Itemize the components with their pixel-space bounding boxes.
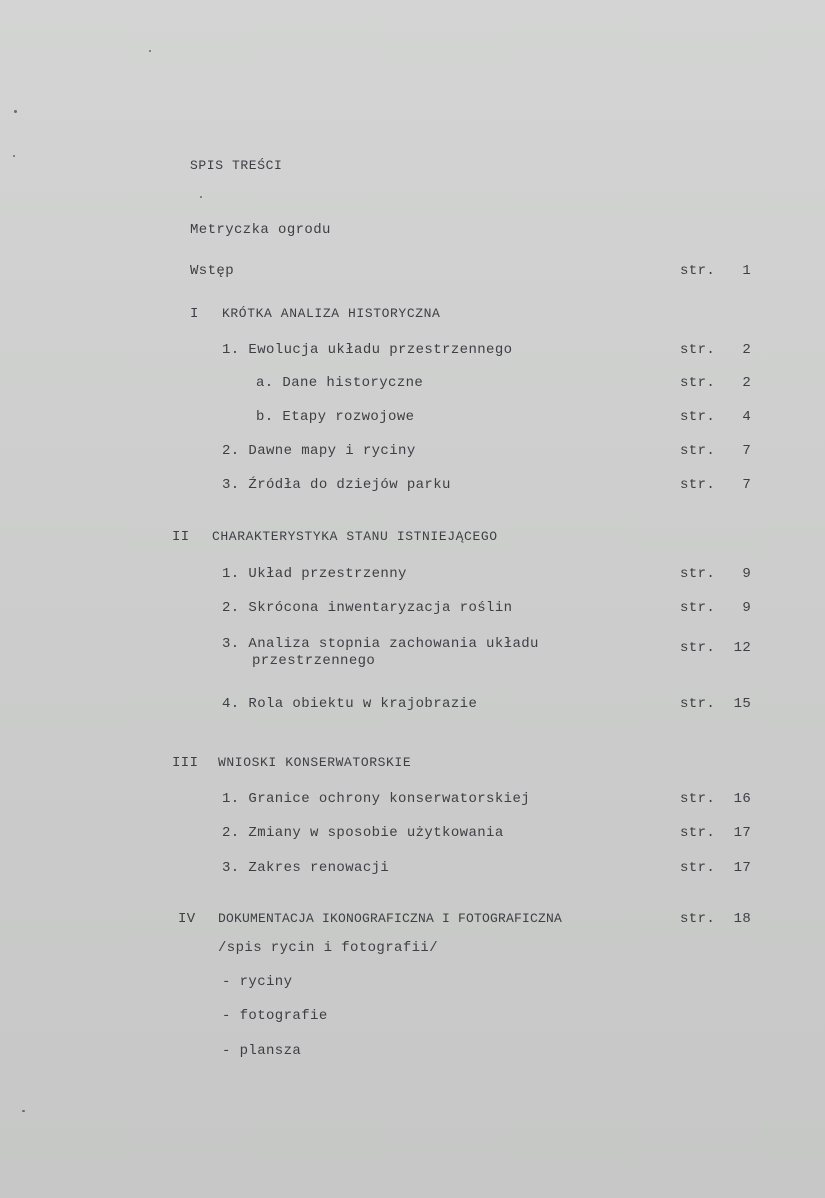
toc-entry-label: a. Dane historyczne xyxy=(256,375,424,391)
scan-speck xyxy=(200,196,202,198)
section-title: KRÓTKA ANALIZA HISTORYCZNA xyxy=(222,306,441,321)
toc-entry-label: 4. Rola obiektu w krajobrazie xyxy=(222,696,478,712)
scan-speck xyxy=(14,110,17,113)
section-numeral: IV xyxy=(178,911,196,927)
toc-entry-page: str. 17 xyxy=(680,860,752,876)
toc-entry-label: 1. Ewolucja układu przestrzennego xyxy=(222,342,513,358)
toc-entry-label: 1. Układ przestrzenny xyxy=(222,566,407,582)
list-item: - ryciny xyxy=(222,974,293,990)
toc-entry-page: str. 2 xyxy=(680,342,752,358)
scan-speck xyxy=(13,155,15,157)
toc-entry-label: 1. Granice ochrony konserwatorskiej xyxy=(222,791,531,807)
section-numeral: I xyxy=(190,306,199,322)
section-numeral: II xyxy=(172,529,190,545)
toc-entry-page: str. 17 xyxy=(680,825,752,841)
scan-speck xyxy=(149,50,151,52)
toc-entry-page: str. 7 xyxy=(680,477,752,493)
toc-entry-page: str. 12 xyxy=(680,640,752,656)
toc-entry-page: str. 9 xyxy=(680,600,752,616)
toc-entry-label: 3. Analiza stopnia zachowania układu xyxy=(222,636,539,652)
section-title: WNIOSKI KONSERWATORSKIE xyxy=(218,755,412,770)
toc-entry-page: str. 16 xyxy=(680,791,752,807)
toc-entry-label: Metryczka ogrodu xyxy=(190,222,331,238)
toc-entry-label: 2. Skrócona inwentaryzacja roślin xyxy=(222,600,513,616)
section-numeral: III xyxy=(172,755,199,771)
section-title: CHARAKTERYSTYKA STANU ISTNIEJĄCEGO xyxy=(212,529,498,544)
toc-entry-label: 2. Dawne mapy i ryciny xyxy=(222,443,416,459)
toc-entry-page: str. 2 xyxy=(680,375,752,391)
toc-entry-label: b. Etapy rozwojowe xyxy=(256,409,415,425)
section-subtitle: /spis rycin i fotografii/ xyxy=(218,940,439,956)
toc-entry-label-continued: przestrzennego xyxy=(252,653,376,669)
toc-entry-label: 3. Zakres renowacji xyxy=(222,860,390,876)
toc-entry-page: str. 4 xyxy=(680,409,752,425)
toc-entry-page: str. 15 xyxy=(680,696,752,712)
toc-entry-page: str. 1 xyxy=(680,263,752,279)
list-item: - fotografie xyxy=(222,1008,328,1024)
toc-entry-label: 3. Źródła do dziejów parku xyxy=(222,477,451,493)
toc-entry-page: str. 18 xyxy=(680,911,752,927)
toc-entry-label: 2. Zmiany w sposobie użytkowania xyxy=(222,825,504,841)
toc-entry-label: Wstęp xyxy=(190,263,235,279)
toc-entry-page: str. 7 xyxy=(680,443,752,459)
scan-speck xyxy=(22,1110,25,1112)
section-title: DOKUMENTACJA IKONOGRAFICZNA I FOTOGRAFICZNA xyxy=(218,911,563,926)
list-item: - plansza xyxy=(222,1043,302,1059)
toc-entry-page: str. 9 xyxy=(680,566,752,582)
document-title: SPIS TREŚCI xyxy=(190,158,283,173)
